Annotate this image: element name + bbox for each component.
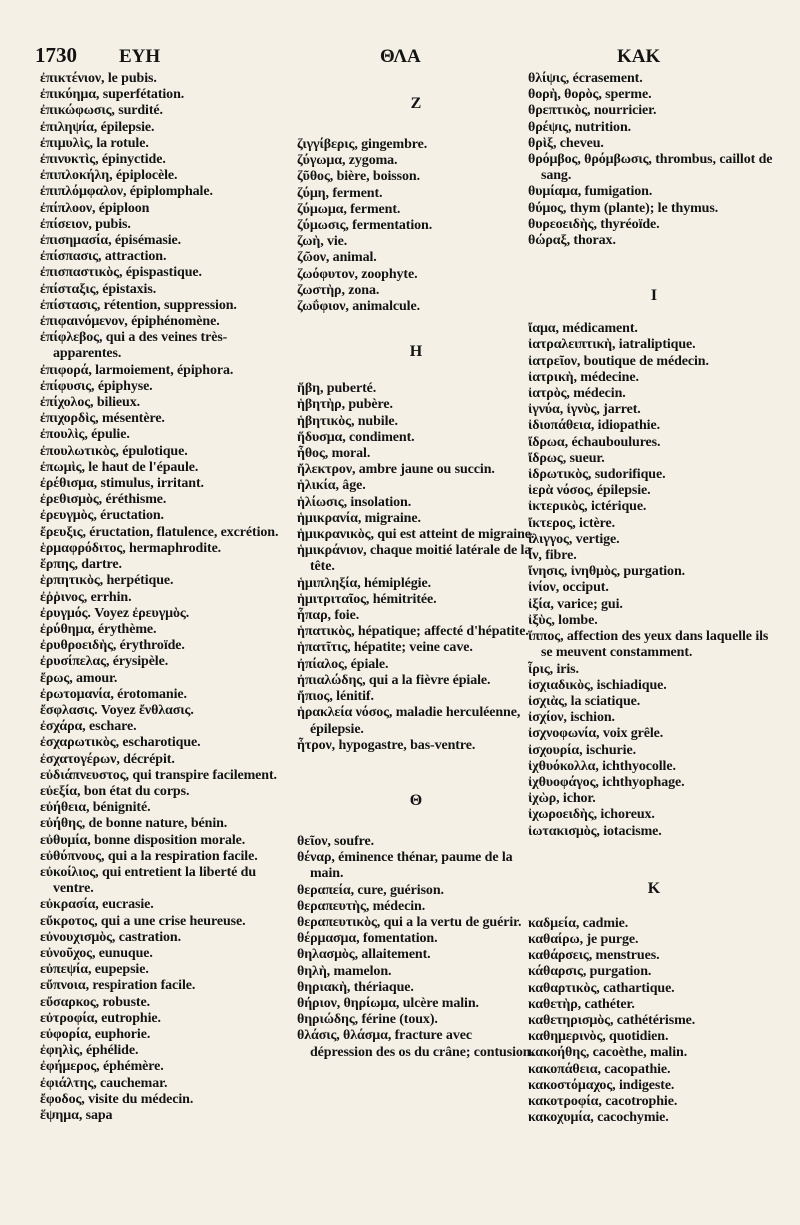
running-head-left: ΕΥΗ	[119, 46, 161, 67]
dictionary-entry: θήριον, θηρίωμα, ulcère malin.	[297, 995, 479, 1011]
dictionary-entry: ἡμικρανία, migraine.	[297, 510, 421, 526]
dictionary-entry: ζύμωμα, ferment.	[297, 201, 401, 217]
dictionary-entry: ἐρέθισμα, stimulus, irritant.	[40, 476, 204, 492]
dictionary-entry: ἐπιχορδὶς, mésentère.	[40, 411, 165, 427]
middle-column	[297, 71, 535, 1061]
section-letter-heading: Ζ	[410, 95, 422, 112]
dictionary-entry: ἴαμα, médicament.	[528, 321, 638, 337]
dictionary-entry: ἰδιοπάθεια, idiopathie.	[528, 418, 660, 434]
section-letter-heading: Ι	[650, 287, 658, 305]
dictionary-entry: ἰχὼρ, ichor.	[528, 791, 596, 807]
dictionary-entry: ζύγωμα, zygoma.	[297, 153, 398, 169]
dictionary-entry: ἰσχουρία, ischurie.	[528, 742, 636, 758]
dictionary-entry: ἴνησις, ἰνηθμὸς, purgation.	[528, 564, 686, 580]
dictionary-entry: θλάσις, θλάσμα, fracture avec dépression des os du crâne; contusion.	[297, 1028, 534, 1060]
dictionary-entry: ἐπουλωτικὸς, épulotique.	[40, 443, 188, 459]
dictionary-entry: ἕψημα, sapa	[40, 1108, 113, 1123]
dictionary-entry: ζῶον, animal.	[297, 250, 377, 266]
left-column	[40, 71, 290, 1124]
dictionary-entry: ἧπαρ, foie.	[297, 608, 360, 624]
dictionary-entry: εὐνουχισμὸς, castration.	[40, 929, 182, 945]
dictionary-entry: ἶρις, iris.	[528, 661, 579, 677]
dictionary-entry: ἐφηλὶς, éphélide.	[40, 1043, 139, 1059]
dictionary-entry: ζύμη, ferment.	[297, 185, 383, 201]
dictionary-entry: εὔπνοια, respiration facile.	[40, 978, 196, 994]
dictionary-entry: ἐῤῥινος, errhin.	[40, 589, 132, 605]
dictionary-entry: ἐπιμυλὶς, la rotule.	[40, 135, 149, 151]
dictionary-entry: ἰατρικὴ, médecine.	[528, 369, 639, 385]
dictionary-entry: καδμεία, cadmie.	[528, 915, 629, 931]
dictionary-entry: ἐπικτένιον, le pubis.	[40, 71, 157, 86]
page-header	[0, 0, 800, 70]
dictionary-entry: ἡπατῖτις, hépatite; veine cave.	[297, 640, 473, 656]
dictionary-entry: κακοήθης, cacoèthe, malin.	[528, 1045, 688, 1061]
dictionary-entry: θηλασμὸς, allaitement.	[297, 947, 431, 963]
dictionary-entry: ἐρωτομανία, érotomanie.	[40, 686, 187, 702]
dictionary-entry: ἐπιπλόμφαλον, épiplomphale.	[40, 184, 213, 200]
dictionary-entry: ἐπιπλοκήλη, épiplocèle.	[40, 168, 178, 184]
dictionary-entry: ἴδρωα, échauboulures.	[528, 434, 661, 450]
dictionary-entry: ἡλίωσις, insolation.	[297, 494, 412, 510]
dictionary-entry: ἐπίσταξις, épistaxis.	[40, 281, 157, 297]
dictionary-entry: ζιγγίβερις, gingembre.	[297, 137, 428, 152]
dictionary-entry: ἤπιος, lénitif.	[297, 689, 374, 705]
dictionary-entry: ἰσχιαδικὸς, ischiadique.	[528, 677, 667, 693]
dictionary-entry: εὐεξία, bon état du corps.	[40, 783, 190, 799]
dictionary-entry: ἐπικύημα, superfétation.	[40, 87, 185, 103]
dictionary-entry: θρέψις, nutrition.	[528, 119, 632, 135]
dictionary-entry: ἑρπητικὸς, herpétique.	[40, 573, 174, 589]
dictionary-entry: ἰσχιὰς, la sciatique.	[528, 693, 641, 709]
dictionary-entry: ἦθος, moral.	[297, 446, 371, 462]
dictionary-entry: εὐφορία, euphorie.	[40, 1026, 151, 1042]
dictionary-entry: ἰσχίον, ischion.	[528, 710, 615, 726]
dictionary-entry: ἦτρον, hypogastre, bas-ventre.	[297, 737, 476, 753]
dictionary-entry: ἰχθυοφάγος, ichthyophage.	[528, 774, 685, 790]
dictionary-entry: ἡμιπληξία, hémiplégie.	[297, 575, 431, 591]
dictionary-entry: κακοστόμαχος, indigeste.	[528, 1077, 675, 1093]
dictionary-entry: ἰξία, varice; gui.	[528, 596, 623, 612]
dictionary-entry: ἡμιτριταῖος, hémitritée.	[297, 591, 437, 607]
dictionary-entry: ἡβητὴρ, pubère.	[297, 397, 393, 413]
dictionary-entry: θώραξ, thorax.	[528, 233, 616, 249]
dictionary-entry: θέναρ, éminence thénar, paume de la main.	[297, 850, 513, 882]
dictionary-entry: καθημερινὸς, quotidien.	[528, 1029, 669, 1045]
dictionary-entry: ἐφήμερος, éphémère.	[40, 1059, 164, 1075]
dictionary-entry: εὔσαρκος, robuste.	[40, 994, 151, 1010]
dictionary-entry: ἐπίφλεβος, qui a des veines très-apparentes.	[40, 330, 228, 362]
dictionary-entry: ζωστὴρ, zona.	[297, 282, 380, 298]
dictionary-entry: ἐρυγμός. Voyez ἐρευγμὸς.	[40, 605, 190, 621]
dictionary-entry: ἴλιγγος, vertige.	[528, 531, 620, 547]
dictionary-entry: ἰσχνοφωνία, voix grêle.	[528, 726, 664, 742]
dictionary-entry: ἡλικία, âge.	[297, 478, 366, 494]
dictionary-entry: ἐπίστασις, rétention, suppression.	[40, 297, 237, 313]
dictionary-entry: κακοπάθεια, cacopathie.	[528, 1061, 671, 1077]
dictionary-entry: ἐσχατογέρων, décrépit.	[40, 751, 175, 767]
dictionary-entry: ἐφιάλτης, cauchemar.	[40, 1075, 168, 1091]
dictionary-entry: ἐπίσειον, pubis.	[40, 216, 131, 232]
dictionary-entry: ἠπιαλώδης, qui a la fièvre épiale.	[297, 672, 491, 688]
dictionary-entry: εὐκρασία, eucrasie.	[40, 897, 154, 913]
dictionary-entry: ἰωτακισμὸς, iotacisme.	[528, 823, 662, 839]
dictionary-entry: θυμίαμα, fumigation.	[528, 184, 653, 200]
dictionary-entry: θεραπευτὴς, médecin.	[297, 898, 426, 914]
dictionary-entry: ἡβητικὸς, nubile.	[297, 413, 398, 429]
dictionary-entry: ζῦθος, bière, boisson.	[297, 169, 420, 185]
dictionary-entry: κακοτροφία, cacotrophie.	[528, 1093, 678, 1109]
dictionary-entry: εὐνοῦχος, eunuque.	[40, 945, 153, 961]
dictionary-entry: θυρεοειδὴς, thyréoïde.	[528, 216, 660, 232]
dictionary-entry: εὐτροφία, eutrophie.	[40, 1010, 161, 1026]
running-head-right: ΚΑΚ	[617, 46, 661, 67]
running-head-middle: ΘΛΑ	[380, 46, 421, 67]
dictionary-entry: ἱδρωτικὸς, sudorifique.	[528, 467, 666, 483]
dictionary-entry: θύμος, thym (plante); le thymus.	[528, 200, 719, 216]
dictionary-entry: ἐπωμὶς, le haut de l'épaule.	[40, 459, 199, 475]
dictionary-entry: εὐήθης, de bonne nature, bénin.	[40, 816, 228, 832]
dictionary-entry: ἐρεθισμὸς, éréthisme.	[40, 492, 167, 508]
page-number: 1730	[35, 43, 77, 67]
section-letter-heading: Κ	[647, 879, 661, 897]
dictionary-entry: ἐπινυκτὶς, épinyctide.	[40, 152, 166, 168]
dictionary-entry: ἰξὺς, lombe.	[528, 612, 598, 628]
section-letter-heading: Η	[409, 343, 423, 361]
dictionary-entry: θλίψις, écrasement.	[528, 71, 643, 86]
dictionary-entry: ζωόφυτον, zoophyte.	[297, 266, 418, 282]
dictionary-entry: καθαρτικὸς, cathartique.	[528, 980, 675, 996]
dictionary-entry: ἐσχαρωτικὸς, escharotique.	[40, 735, 201, 751]
dictionary-entry: ζωὴ, vie.	[297, 234, 348, 250]
dictionary-entry: ἐπιφορά, larmoiement, épiphora.	[40, 362, 234, 378]
dictionary-entry: ἵππος, affection des yeux dans laquelle ils se meuvent constamment.	[528, 629, 769, 661]
dictionary-entry: ἔσφλασις. Voyez ἔνθλασις.	[40, 702, 194, 718]
right-column	[528, 71, 780, 1126]
dictionary-entry: ἰχωροειδὴς, ichoreux.	[528, 807, 655, 823]
dictionary-entry: ἰκτερικὸς, ictérique.	[528, 499, 647, 515]
dictionary-entry: ἐπίφυσις, épiphyse.	[40, 378, 153, 394]
dictionary-entry: ἐπίσπασις, attraction.	[40, 249, 167, 265]
dictionary-entry: ἰχθυόκολλα, ichthyocolle.	[528, 758, 676, 774]
dictionary-entry: θηριακὴ, thériaque.	[297, 979, 414, 995]
dictionary-entry: ἕρπης, dartre.	[40, 557, 122, 573]
dictionary-entry: ἔρως, amour.	[40, 670, 118, 686]
dictionary-entry: ἐπιληψία, épilepsie.	[40, 119, 155, 135]
dictionary-entry: ἡμικρανικὸς, qui est atteint de migraine.	[297, 527, 535, 543]
dictionary-entry: εὐήθεια, bénignité.	[40, 800, 151, 816]
dictionary-entry: ἠπίαλος, épiale.	[297, 656, 389, 672]
dictionary-entry: ἱερὰ νόσος, épilepsie.	[528, 483, 651, 499]
dictionary-entry: ἡπατικὸς, hépatique; affecté d'hépatite.	[297, 624, 529, 640]
dictionary-entry: εὐθυμία, bonne disposition morale.	[40, 832, 246, 848]
dictionary-entry: ἐπίπλοον, épiploon	[40, 200, 150, 216]
dictionary-entry: εὐδιάπνευστος, qui transpire facilement.	[40, 767, 277, 783]
dictionary-entry: ἐρευγμὸς, éructation.	[40, 508, 164, 524]
dictionary-entry: θρεπτικὸς, nourricier.	[528, 103, 657, 119]
dictionary-entry: ἐπισημασία, épisémasie.	[40, 233, 182, 249]
dictionary-entry: θρόμβος, θρόμβωσις, thrombus, caillot de sang.	[528, 152, 773, 184]
dictionary-entry: ἡρακλεία νόσος, maladie herculéenne, épilepsie.	[297, 705, 521, 737]
dictionary-entry: ἐσχάρα, eschare.	[40, 719, 137, 735]
dictionary-entry: θορὴ, θορὸς, sperme.	[528, 87, 652, 103]
dictionary-entry: εὔκροτος, qui a une crise heureuse.	[40, 913, 246, 929]
dictionary-entry: ἔρευξις, éructation, flatulence, excrétion.	[40, 524, 279, 540]
dictionary-entry: ἐπισπαστικὸς, épispastique.	[40, 265, 202, 281]
dictionary-entry: ἐπιφαινόμενον, épiphénomène.	[40, 314, 220, 330]
dictionary-entry: κάθαρσις, purgation.	[528, 964, 652, 980]
dictionary-entry: ἐπικώφωσις, surdité.	[40, 103, 163, 119]
dictionary-entry: ζωΰφιον, animalcule.	[297, 299, 420, 315]
dictionary-entry: εὐπεψία, eupepsie.	[40, 962, 149, 978]
dictionary-entry: ἥδυσμα, condiment.	[297, 429, 415, 445]
dictionary-entry: ἐρυσίπελας, érysipèle.	[40, 654, 169, 670]
dictionary-entry: ἡμικράνιον, chaque moitié latérale de la tête.	[297, 543, 532, 575]
dictionary-entry: ἰατρὸς, médecin.	[528, 386, 626, 402]
dictionary-entry: ἐπουλὶς, épulie.	[40, 427, 130, 443]
dictionary-entry: ἑρμαφρόδιτος, hermaphrodite.	[40, 540, 222, 556]
dictionary-entry: θρὶξ, cheveu.	[528, 135, 604, 151]
dictionary-entry: θεῖον, soufre.	[297, 833, 375, 849]
dictionary-entry: εὐθύπνους, qui a la respiration facile.	[40, 848, 258, 864]
dictionary-entry: ἥβη, puberté.	[297, 381, 377, 397]
dictionary-entry: ἴδρως, sueur.	[528, 450, 605, 466]
dictionary-entry: ἰατρεῖον, boutique de médecin.	[528, 353, 709, 369]
dictionary-entry: ἶν, fibre.	[528, 548, 577, 564]
dictionary-entry: ἐπίχολος, bilieux.	[40, 395, 140, 411]
dictionary-entry: θηριώδης, férine (toux).	[297, 1012, 438, 1028]
dictionary-entry: ἰγνύα, ἰγνὺς, jarret.	[528, 402, 641, 418]
dictionary-entry: καθάρσεις, menstrues.	[528, 948, 660, 964]
dictionary-entry: καθαίρω, je purge.	[528, 931, 639, 947]
dictionary-entry: θηλὴ, mamelon.	[297, 963, 392, 979]
dictionary-entry: εὐκοίλιος, qui entretient la liberté du ventre.	[40, 864, 257, 897]
dictionary-entry: ἴκτερος, ictère.	[528, 515, 616, 531]
dictionary-entry: ζύμωσις, fermentation.	[297, 218, 433, 234]
section-letter-heading: Θ	[409, 791, 423, 809]
dictionary-entry: καθετὴρ, cathéter.	[528, 996, 635, 1012]
dictionary-entry: κακοχυμία, cacochymie.	[528, 1110, 669, 1126]
dictionary-entry: ἐρύθημα, érythème.	[40, 621, 157, 637]
dictionary-entry: θέρμασμα, fomentation.	[297, 931, 438, 947]
dictionary-entry: καθετηρισμὸς, cathétérisme.	[528, 1012, 696, 1028]
dictionary-entry: ἰατραλειπτικὴ, iatraliptique.	[528, 337, 696, 353]
dictionary-entry: θεραπεία, cure, guérison.	[297, 882, 444, 898]
dictionary-entry: ἰνίον, occiput.	[528, 580, 609, 596]
dictionary-entry: ἤλεκτρον, ambre jaune ou succin.	[297, 462, 495, 478]
dictionary-entry: ἔφοδος, visite du médecin.	[40, 1091, 194, 1107]
dictionary-entry: ἐρυθροειδὴς, érythroïde.	[40, 638, 185, 654]
dictionary-entry: θεραπευτικὸς, qui a la vertu de guérir.	[297, 914, 522, 930]
